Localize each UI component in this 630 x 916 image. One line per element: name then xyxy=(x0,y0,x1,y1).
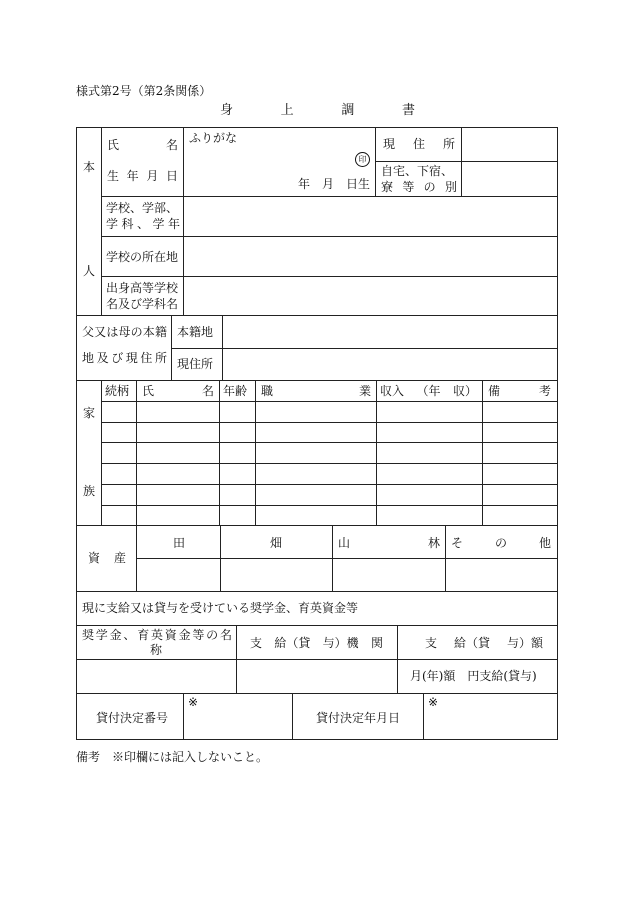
assets-header-field: 畑 xyxy=(270,536,283,550)
residence-type-label-line2: 寮 等 の 別 xyxy=(381,180,457,194)
seal-mark: 印 xyxy=(355,152,370,167)
honseki-label: 本籍地 xyxy=(177,325,214,339)
school-label-line2: 学 科 、 学 年 xyxy=(106,217,180,231)
family-header-income: 収入 （年 収） xyxy=(380,384,477,398)
family-header-name: 氏 名 xyxy=(142,384,214,398)
loan-number-mark: ※ xyxy=(188,695,199,709)
family-section-label: 家 族 xyxy=(82,406,95,498)
parent-address-label: 現住所 xyxy=(177,357,214,371)
loan-date-label: 貸付決定年月日 xyxy=(316,711,401,725)
loan-date-mark: ※ xyxy=(428,695,439,709)
scholarship-amount-unit: 月(年)額 円支給(貸与) xyxy=(410,669,537,683)
scholarship-org-header: 支 給（貸 与）機 関 xyxy=(250,636,383,650)
birth-value-suffix: 年 月 日生 xyxy=(298,177,370,191)
family-header-remarks: 備 考 xyxy=(488,384,551,398)
residence-type-label-line1: 自宅、下宿、 xyxy=(381,164,454,178)
high-school-label-line1: 出身高等学校 xyxy=(106,281,179,295)
form-number: 様式第2号（第2条関係） xyxy=(76,84,212,98)
footer-note: 備考 ※印欄には記入しないこと。 xyxy=(76,750,269,764)
assets-header-other: そ の 他 xyxy=(451,536,551,550)
loan-number-label: 貸付決定番号 xyxy=(96,711,169,725)
parent-label-line2: 地 及 び 現 住 所 xyxy=(82,351,167,365)
birth-label: 生 年 月 日 xyxy=(107,169,178,183)
high-school-label-line2: 名及び学科名 xyxy=(106,297,179,311)
family-header-job: 職 業 xyxy=(261,384,371,398)
scholarship-name-header-line2: 称 xyxy=(150,643,163,657)
family-header-relation: 続柄 xyxy=(105,384,130,398)
assets-header-rice-field: 田 xyxy=(173,536,186,550)
school-location-label: 学校の所在地 xyxy=(106,250,179,264)
honnin-section-label: 本 人 xyxy=(82,160,95,278)
school-label-line1: 学校、学部、 xyxy=(106,201,179,215)
scholarship-name-header-line1: 奨 学 金 、 育 英 資 金 等 の 名 xyxy=(82,628,232,642)
furigana-label: ふりがな xyxy=(189,131,238,145)
scholarship-amount-header: 支 給（貸 与）額 xyxy=(425,636,543,650)
page-title: 身 上 調 書 xyxy=(220,103,415,118)
assets-label: 資 産 xyxy=(88,551,126,565)
family-header-age: 年齢 xyxy=(223,384,248,398)
parent-label-line1: 父 又 は 母 の 本 籍 xyxy=(82,325,167,339)
name-label: 氏 名 xyxy=(107,138,178,152)
scholarship-intro: 現に支給又は貸与を受けている奨学金、育英資金等 xyxy=(82,601,359,615)
address-label: 現 住 所 xyxy=(383,137,455,151)
assets-header-forest: 山 林 xyxy=(338,536,440,550)
